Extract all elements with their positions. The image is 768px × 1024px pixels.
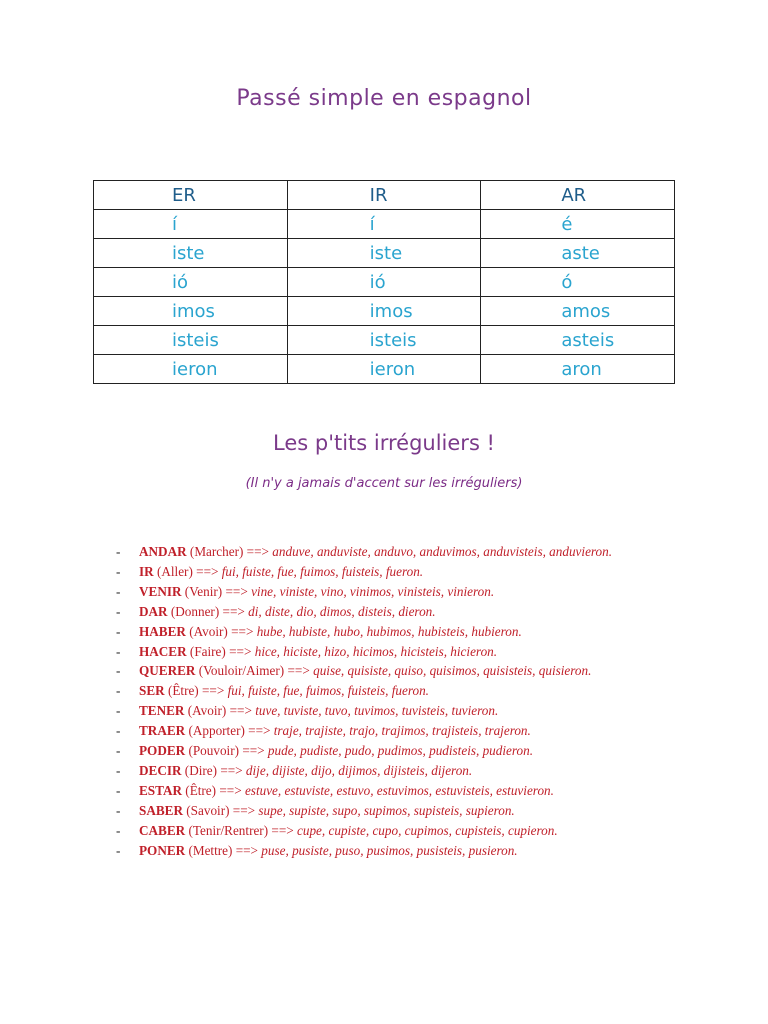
verb-forms: estuve, estuviste, estuvo, estuvimos, estuvisteis, estuvieron. — [244, 782, 554, 798]
table-row — [94, 355, 675, 384]
verb-translation: (Donner) — [170, 603, 220, 619]
header-ir: IR — [287, 181, 481, 210]
verb-name: SER — [139, 683, 165, 699]
verb-translation: (Être) — [167, 683, 199, 699]
header-er: ER — [94, 181, 288, 210]
table-row — [94, 210, 675, 239]
list-item — [116, 622, 656, 642]
accent-note: (Il n'y a jamais d'accent sur les irréguliers) — [245, 476, 523, 491]
ending-cell-ir: iste — [287, 239, 481, 268]
verb-name: QUERER — [139, 663, 196, 679]
verb-forms: dije, dijiste, dijo, dijimos, dijisteis, dijeron. — [245, 762, 473, 778]
list-dash: - — [116, 544, 121, 559]
verb-forms: hube, hubiste, hubo, hubimos, hubisteis, hubieron. — [256, 623, 522, 639]
list-dash: - — [116, 703, 121, 719]
ending-cell-ir: ieron — [287, 355, 481, 384]
verb-name: PONER — [139, 842, 186, 858]
list-item — [116, 821, 656, 841]
verb-translation: (Apporter) — [188, 723, 245, 739]
verb-forms: supe, supiste, supo, supimos, supisteis, supieron. — [258, 802, 515, 818]
list-dash: - — [116, 603, 121, 619]
verb-name: VENIR — [139, 583, 182, 599]
verb-translation: (Faire) — [189, 643, 226, 659]
list-dash: - — [116, 822, 121, 838]
verb-name: ANDAR — [139, 544, 187, 559]
verb-translation: (Vouloir/Aimer) — [198, 663, 285, 679]
arrow-symbol: ==> — [231, 623, 254, 639]
arrow-symbol: ==> — [287, 663, 310, 679]
list-item — [116, 841, 656, 861]
ending-cell-ir: isteis — [287, 326, 481, 355]
list-dash: - — [116, 663, 121, 679]
list-dash: - — [116, 683, 121, 699]
ending-cell-ir: ió — [287, 268, 481, 297]
list-item — [116, 741, 656, 761]
endings-table — [93, 180, 675, 384]
ending-cell-ar: aste — [481, 239, 675, 268]
list-item — [116, 582, 656, 602]
list-item — [116, 761, 656, 781]
verb-translation: (Marcher) — [189, 544, 244, 559]
verb-name: TRAER — [139, 723, 186, 739]
table-row — [94, 297, 675, 326]
verb-forms: di, diste, dio, dimos, disteis, dieron. — [248, 603, 436, 619]
arrow-symbol: ==> — [225, 583, 248, 599]
verb-forms: traje, trajiste, trajo, trajimos, trajisteis, trajeron. — [273, 723, 531, 739]
verb-forms: fui, fuiste, fue, fuimos, fuisteis, fueron. — [221, 563, 424, 579]
list-dash: - — [116, 643, 121, 659]
verb-forms: quise, quisiste, quiso, quisimos, quisisteis, quisieron. — [313, 663, 592, 679]
arrow-symbol: ==> — [246, 544, 269, 559]
arrow-symbol: ==> — [271, 822, 294, 838]
ending-cell-ar: ó — [481, 268, 675, 297]
verb-translation: (Avoir) — [187, 703, 227, 719]
irregular-verb-list — [116, 542, 656, 861]
list-dash: - — [116, 563, 121, 579]
verb-name: HACER — [139, 643, 187, 659]
verb-name: TENER — [139, 703, 185, 719]
list-item — [116, 642, 656, 662]
table-row — [94, 239, 675, 268]
ending-cell-ir: í — [287, 210, 481, 239]
verb-translation: (Aller) — [156, 563, 193, 579]
list-item — [116, 801, 656, 821]
ending-cell-er: ió — [94, 268, 288, 297]
arrow-symbol: ==> — [219, 782, 242, 798]
page-title: Passé simple en espagnol — [236, 86, 532, 111]
verb-name: ESTAR — [139, 782, 182, 798]
irregulars-heading: Les p'tits irréguliers ! — [273, 431, 495, 455]
verb-translation: (Savoir) — [186, 802, 230, 818]
arrow-symbol: ==> — [220, 762, 243, 778]
verb-name: IR — [139, 563, 154, 579]
verb-forms: anduve, anduviste, anduvo, anduvimos, anduvisteis, anduvieron. — [272, 544, 613, 559]
list-item — [116, 661, 656, 681]
verb-forms: vine, viniste, vino, vinimos, vinisteis, vinieron. — [251, 583, 495, 599]
ending-cell-er: isteis — [94, 326, 288, 355]
list-dash: - — [116, 723, 121, 739]
ending-cell-ar: aron — [481, 355, 675, 384]
ending-cell-ar: é — [481, 210, 675, 239]
list-dash: - — [116, 782, 121, 798]
arrow-symbol: ==> — [242, 743, 265, 759]
verb-forms: pude, pudiste, pudo, pudimos, pudisteis, pudieron. — [267, 743, 534, 759]
verb-forms: hice, hiciste, hizo, hicimos, hicisteis, hicieron. — [254, 643, 498, 659]
table-row — [94, 326, 675, 355]
verb-translation: (Tenir/Rentrer) — [188, 822, 269, 838]
verb-translation: (Être) — [185, 782, 217, 798]
verb-name: DAR — [139, 603, 168, 619]
verb-name: DECIR — [139, 762, 182, 778]
ending-cell-er: iste — [94, 239, 288, 268]
list-dash: - — [116, 743, 121, 759]
arrow-symbol: ==> — [222, 603, 245, 619]
list-item — [116, 701, 656, 721]
list-dash: - — [116, 583, 121, 599]
verb-translation: (Venir) — [184, 583, 223, 599]
list-dash: - — [116, 802, 121, 818]
ending-cell-er: imos — [94, 297, 288, 326]
arrow-symbol: ==> — [235, 842, 258, 858]
verb-name: PODER — [139, 743, 186, 759]
list-item — [116, 681, 656, 701]
arrow-symbol: ==> — [248, 723, 271, 739]
verb-forms: cupe, cupiste, cupo, cupimos, cupisteis, cupieron. — [297, 822, 558, 838]
verb-name: HABER — [139, 623, 186, 639]
verb-translation: (Avoir) — [189, 623, 228, 639]
verb-translation: (Dire) — [184, 762, 218, 778]
table-row — [94, 268, 675, 297]
list-item — [116, 602, 656, 622]
verb-forms: puse, pusiste, puso, pusimos, pusisteis, pusieron. — [261, 842, 518, 858]
arrow-symbol: ==> — [229, 703, 252, 719]
list-dash: - — [116, 842, 121, 858]
verb-forms: tuve, tuviste, tuvo, tuvimos, tuvisteis, tuvieron. — [255, 703, 499, 719]
list-dash: - — [116, 762, 121, 778]
table-header-row — [94, 181, 675, 210]
verb-name: CABER — [139, 822, 186, 838]
list-item — [116, 542, 656, 562]
arrow-symbol: ==> — [232, 802, 256, 818]
list-dash: - — [116, 623, 121, 639]
arrow-symbol: ==> — [196, 563, 219, 579]
verb-translation: (Pouvoir) — [188, 743, 240, 759]
arrow-symbol: ==> — [229, 643, 252, 659]
ending-cell-ar: asteis — [481, 326, 675, 355]
ending-cell-er: ieron — [94, 355, 288, 384]
ending-cell-ar: amos — [481, 297, 675, 326]
header-ar: AR — [481, 181, 675, 210]
arrow-symbol: ==> — [202, 683, 225, 699]
verb-translation: (Mettre) — [188, 842, 233, 858]
list-item — [116, 721, 656, 741]
ending-cell-er: í — [94, 210, 288, 239]
list-item — [116, 781, 656, 801]
list-item — [116, 562, 656, 582]
verb-forms: fui, fuiste, fue, fuimos, fuisteis, fueron. — [227, 683, 429, 699]
verb-name: SABER — [139, 802, 183, 818]
ending-cell-ir: imos — [287, 297, 481, 326]
